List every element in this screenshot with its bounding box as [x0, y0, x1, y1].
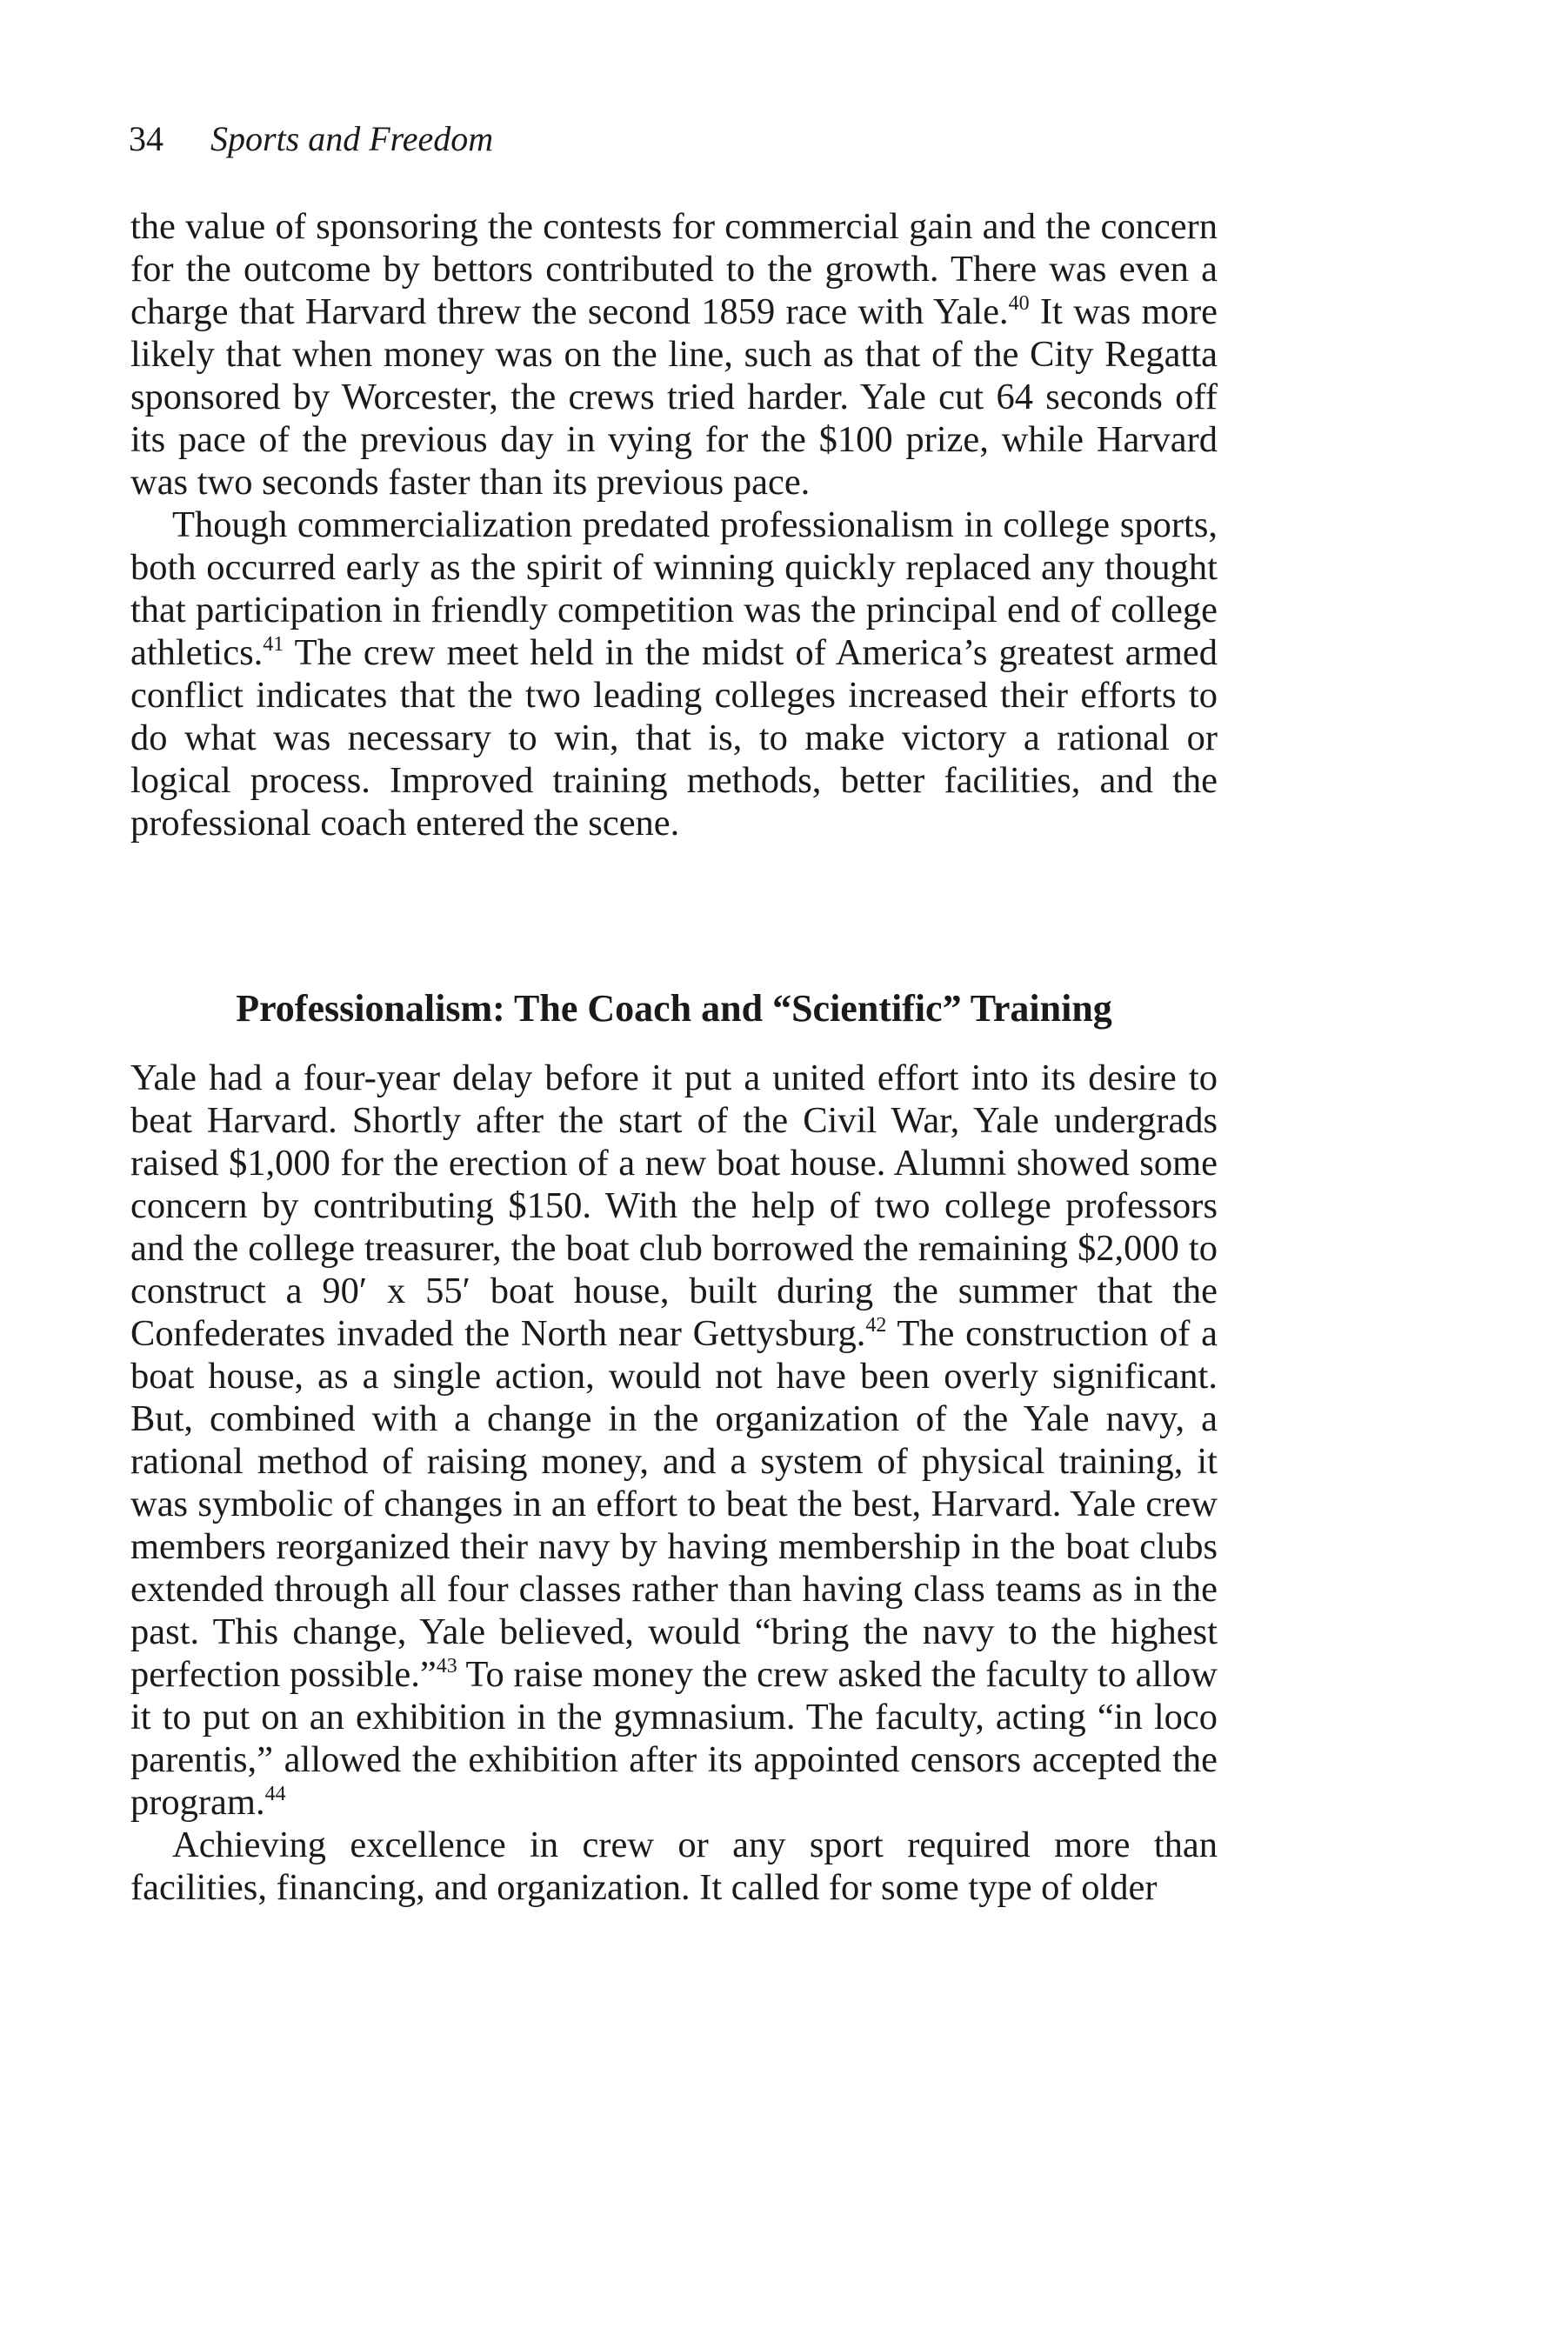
paragraph-text: Yale had a four-year delay before it put a united effort into its desire to beat Harvard. Shortly after the start of the Civil War, Yale undergrads raised $1,000 for the erection of a new boat house. Alumni showed some concern by contributing $150. With the help of two college professors and the college treasurer, the boat club borrowed the remaining $2,000 to construct a 90′ x 55′ boat house, built during the summer that the Confederates invaded the North near Gettysburg. [130, 1057, 1218, 1354]
page-number: 34 [129, 119, 163, 158]
paragraph-text: The construction of a boat house, as a single action, would not have been overly significant. But, combined with a change in the organization of the Yale navy, a rational method of raising money, and a system of physical training, it was symbolic of changes in an effort to beat the best, Harvard. Yale crew members reorganized their navy by having membership in the boat clubs extended through all four classes rather than having class teams as in the past. This change, Yale believed, would “bring the navy to the highest perfection possible.” [130, 1313, 1218, 1695]
paragraph-yale-delay [130, 1057, 1218, 1824]
paragraph-sponsoring-contests [130, 205, 1218, 504]
text-block-lower [130, 1057, 1218, 1909]
paragraph-achieving-excellence [130, 1824, 1218, 1909]
footnote-marker-40: 40 [1008, 292, 1030, 315]
footnote-marker-42: 42 [865, 1314, 887, 1337]
paragraph-text: The crew meet held in the midst of America’s greatest armed conflict indicates that the two leading colleges increased their efforts to do what was necessary to win, that is, to make victory a rational or logical process. Improved training methods, better facilities, and the professional coach entered the scene. [130, 632, 1218, 844]
running-head [129, 119, 494, 158]
paragraph-text: It was more likely that when money was on the line, such as that of the City Regatta sponsored by Worcester, the crews tried harder. Yale cut 64 seconds off its pace of the previous day in vying for the $100 prize, while Harvard was two seconds faster than its previous pace. [130, 291, 1218, 503]
paragraph-text: Though commercialization predated professionalism in college sports, both occurred early as the spirit of winning quickly replaced any thought that participation in friendly competition was the principal end of college athletics. [130, 504, 1218, 673]
footnote-marker-44: 44 [264, 1783, 286, 1805]
text-block-upper [130, 205, 1218, 844]
book-title: Sports and Freedom [210, 119, 494, 158]
paragraph-text: To raise money the crew asked the faculty to allow it to put on an exhibition in the gymnasium. The faculty, acting “in loco parentis,” allowed the exhibition after its appointed censors accepted the program. [130, 1654, 1218, 1823]
footnote-marker-41: 41 [263, 633, 284, 656]
paragraph-text: Achieving excellence in crew or any sport required more than facilities, financing, and organization. It called for some type of older [130, 1824, 1218, 1908]
footnote-marker-43: 43 [436, 1655, 457, 1678]
paragraph-text: the value of sponsoring the contests for commercial gain and the concern for the outcome by bettors contributed to the growth. There was even a charge that Harvard threw the second 1859 race with Yale. [130, 206, 1218, 332]
paragraph-commercialization [130, 504, 1218, 844]
section-heading: Professionalism: The Coach and “Scientific” Training [236, 987, 1112, 1030]
